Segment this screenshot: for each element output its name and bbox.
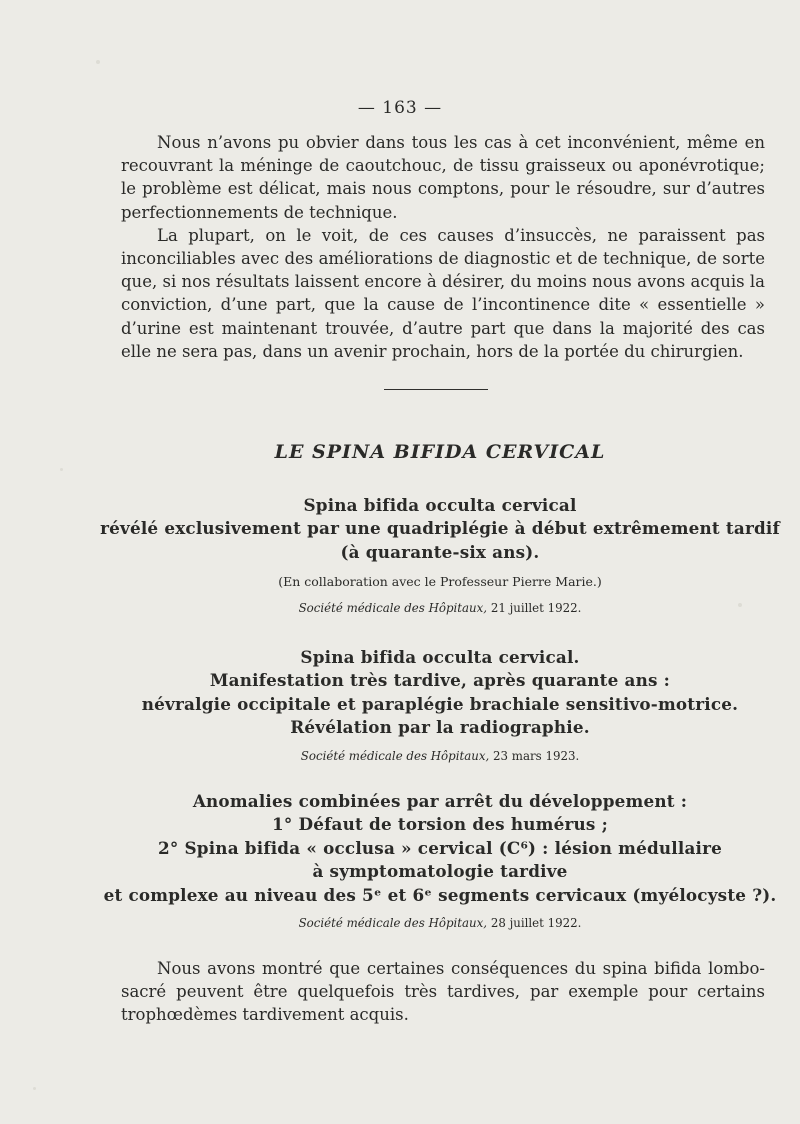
intro-paragraph-1: Nous n’avons pu obvier dans tous les cas à cet inconvénient, même en recouvrant la méninge de caoutchouc, de tissu graisseux ou aponévrotique; le problème est délicat, mais nous comptons, pour le résoudre, sur d’autres perfectionnements de technique. <box>121 133 765 222</box>
paper-speck <box>96 60 100 64</box>
article-3-title-line-3: 2° Spina bifida « occlusa » cervical (C⁶) : lésion médullaire <box>157 837 723 858</box>
intro-text <box>121 131 765 363</box>
article-1-citation <box>0 598 800 618</box>
article-2-date: 23 mars 1923. <box>493 748 580 763</box>
article-1-collaboration: (En collaboration avec le Professeur Pierre Marie.) <box>278 574 602 590</box>
paper-speck <box>33 1087 36 1090</box>
article-1 <box>0 494 800 618</box>
article-2-citation <box>0 746 800 766</box>
closing-text <box>121 957 765 1027</box>
article-2-journal: Société médicale des Hôpitaux, <box>300 748 490 763</box>
article-3-date: 28 juillet 1922. <box>490 916 582 931</box>
article-3-title-line-1: Anomalies combinées par arrêt du développement : <box>192 791 688 811</box>
article-3 <box>0 790 800 933</box>
article-1-journal: Société médicale des Hôpitaux, <box>298 601 488 616</box>
article-1-title-line-2: révélé exclusivement par une quadriplégie à début extrêmement tardif <box>100 518 780 539</box>
closing-paragraph: Nous avons montré que certaines conséquences du spina bifida lombo-sacré peuvent être quelquefois très tardives, par exemple pour certains trophœdèmes tardivement acquis. <box>121 959 765 1025</box>
article-2-title-line-2: Manifestation très tardive, après quarante ans : <box>209 670 671 691</box>
article-1-date: 21 juillet 1922. <box>490 601 582 616</box>
article-3-journal: Société médicale des Hôpitaux, <box>298 916 488 931</box>
article-2-title-line-3: névralgie occipitale et paraplégie brachiale sensitivo-motrice. <box>141 693 739 714</box>
section-divider <box>384 389 488 390</box>
article-3-title-line-5: et complexe au niveau des 5ᵉ et 6ᵉ segments cervicaux (myélocyste ?). <box>103 884 777 905</box>
article-3-citation <box>0 913 800 933</box>
article-3-title-line-2: 1° Défaut de torsion des humérus ; <box>272 814 608 835</box>
section-title: LE SPINA BIFIDA CERVICAL <box>274 441 606 463</box>
page-number: — 163 — <box>357 98 443 118</box>
article-2-title-line-4: Révélation par la radiographie. <box>290 717 590 738</box>
intro-paragraph-2: La plupart, on le voit, de ces causes d’insuccès, ne paraissent pas inconciliables avec des améliorations de diagnostic et de technique, de sorte que, si nos résultats laissent encore à désirer, du moins nous avons acquis la conviction, d’une part, que la cause de l’incontinence dite « essentielle » d’urine est maintenant trouvée, d’autre part que dans la majorité des cas elle ne sera pas, dans un avenir prochain, hors de la portée du chirurgien. <box>121 225 765 361</box>
article-1-title-line-3: (à quarante-six ans). <box>340 541 540 562</box>
article-2 <box>0 646 800 766</box>
article-1-title-line-1: Spina bifida occulta cervical <box>303 495 577 515</box>
article-3-title-line-4: à symptomatologie tardive <box>312 861 568 882</box>
article-2-title-line-1: Spina bifida occulta cervical. <box>300 647 580 667</box>
paper-speck <box>60 468 63 471</box>
